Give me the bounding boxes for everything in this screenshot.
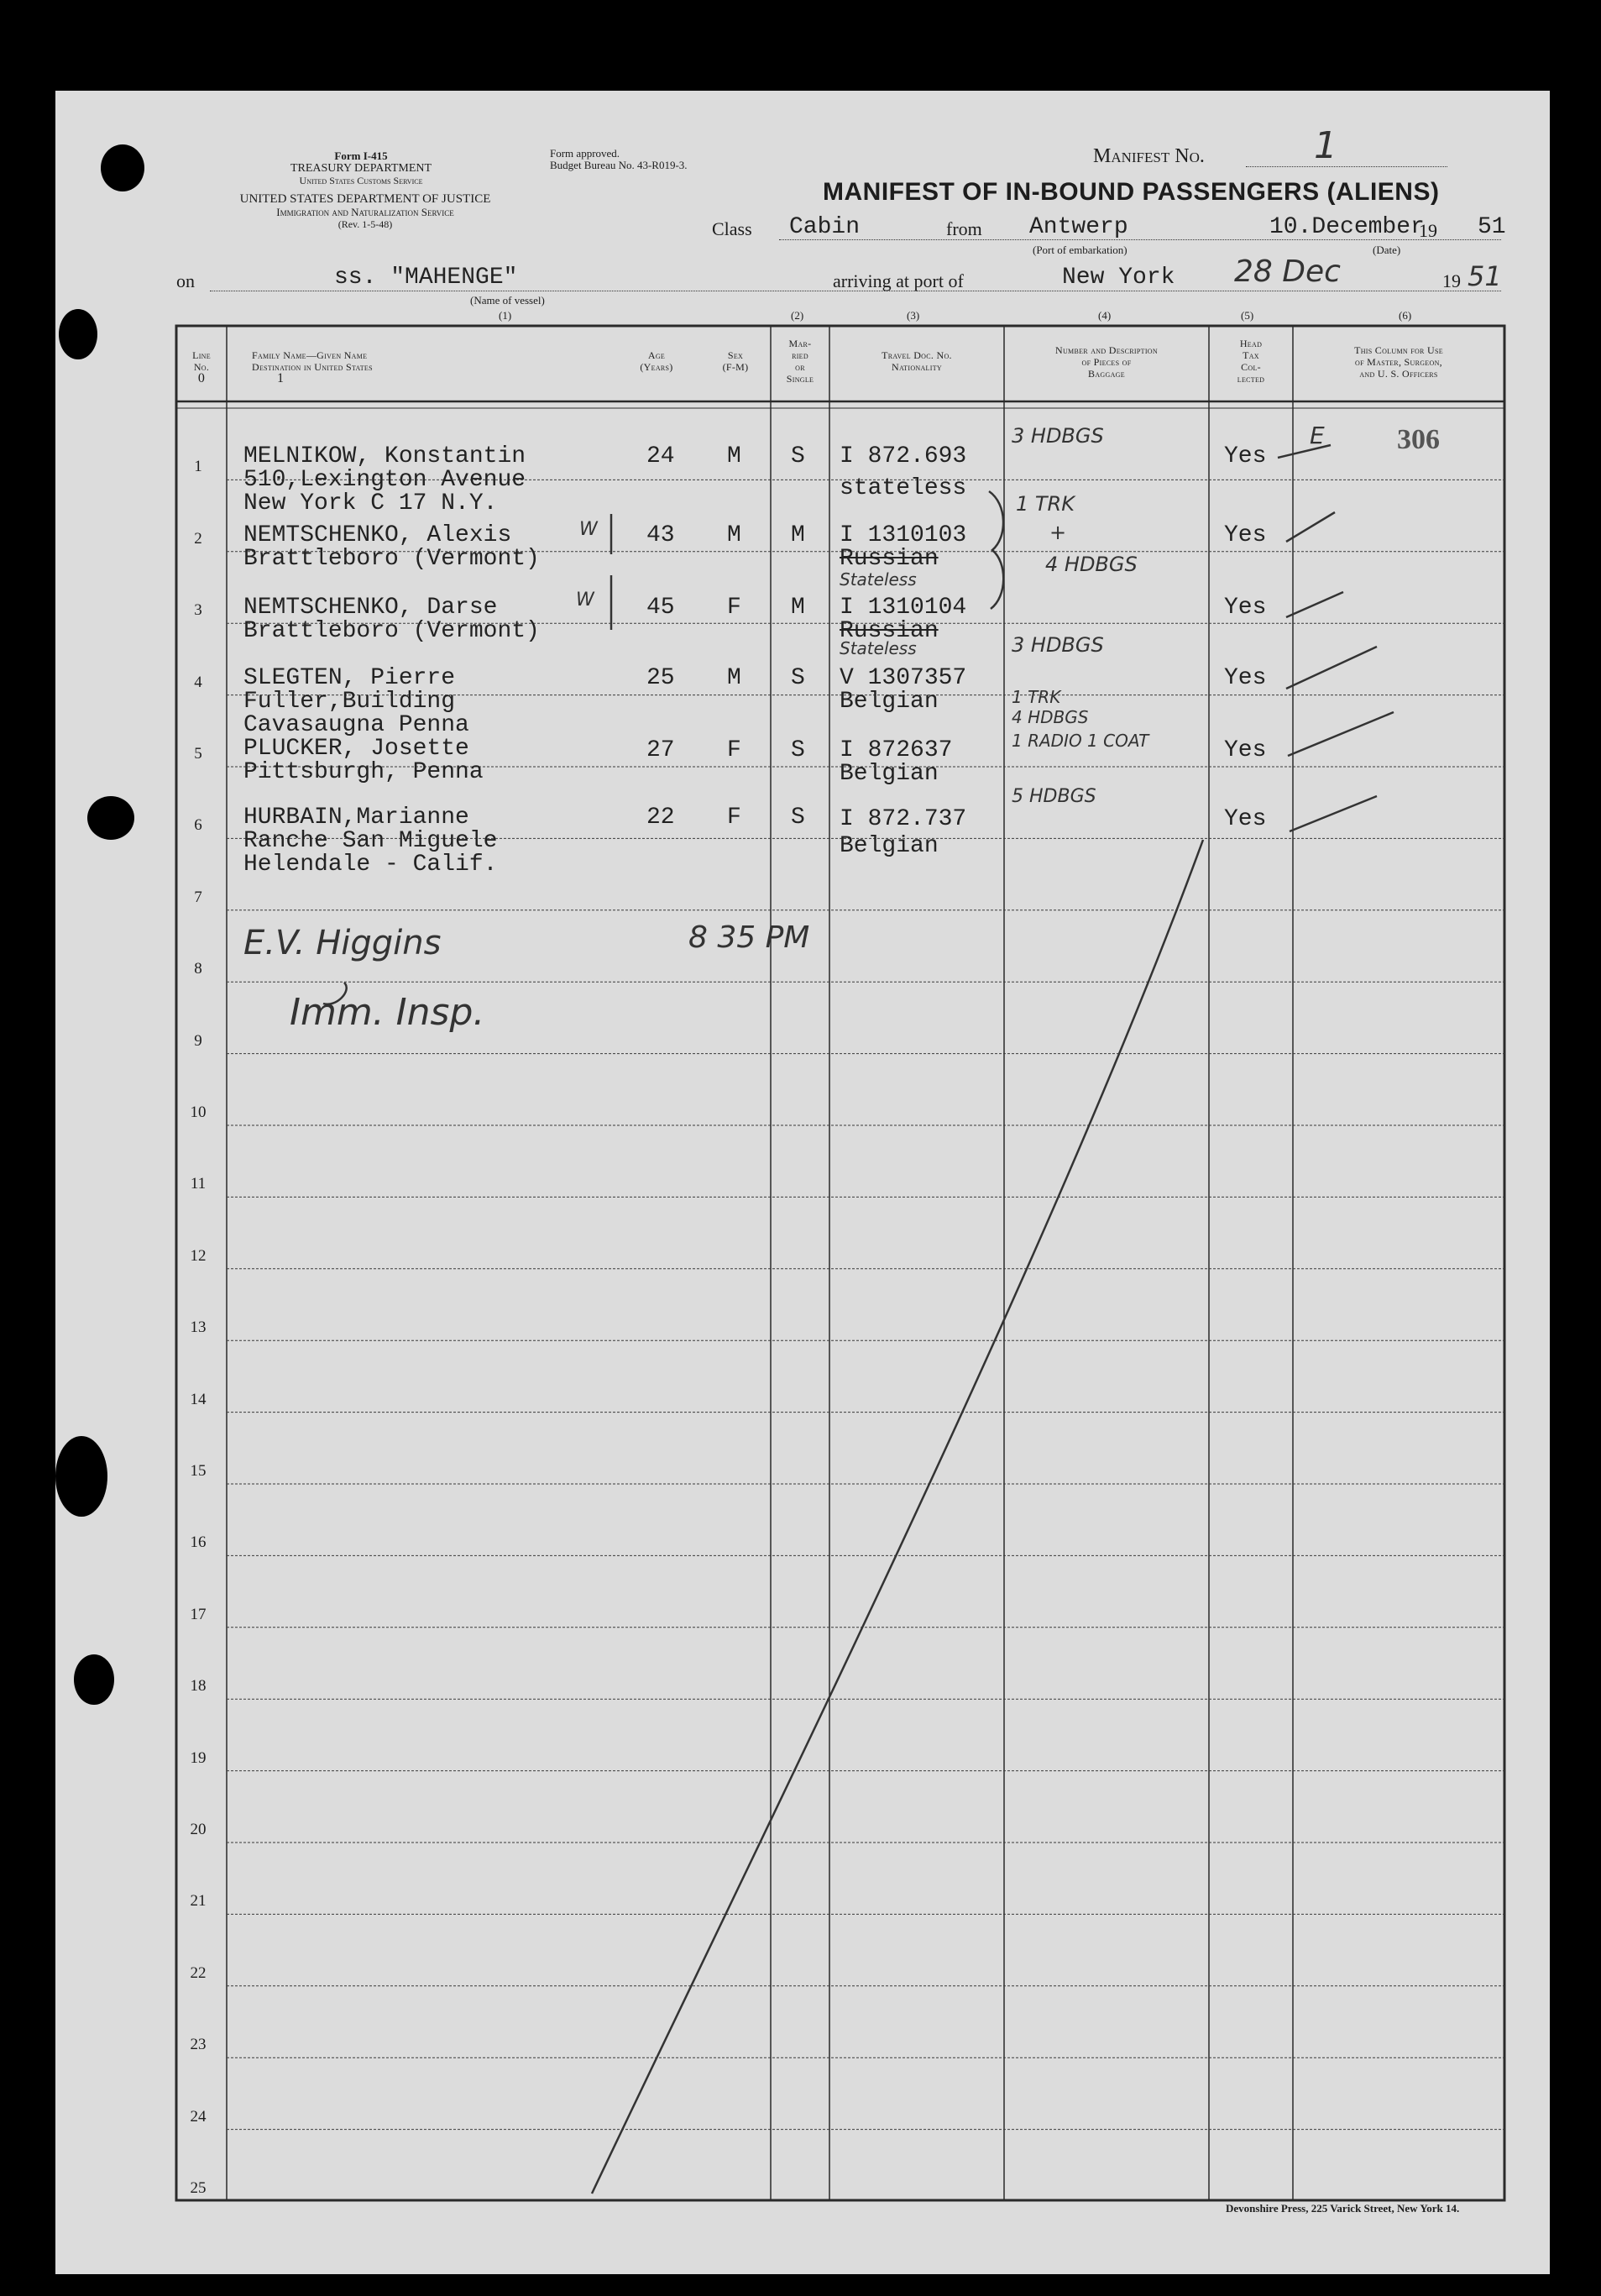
- passenger-destination: Helendale - Calif.: [243, 852, 498, 878]
- margin-note: W: [576, 590, 594, 611]
- passenger-tax: Yes: [1224, 806, 1267, 832]
- passenger-baggage: 1 TRK: [1016, 492, 1075, 516]
- line-number: 16: [190, 1533, 207, 1551]
- passenger-sex: M: [727, 665, 741, 691]
- line-number: 1: [194, 458, 202, 475]
- form-approved: Form approved.: [550, 147, 620, 160]
- line-number: 12: [190, 1247, 207, 1265]
- line-number: 5: [194, 745, 202, 763]
- passenger-baggage: 1 RADIO 1 COAT: [1012, 731, 1149, 751]
- passenger-doc: I 1310104: [840, 595, 967, 621]
- passenger-baggage: 4 HDBGS: [1012, 707, 1089, 727]
- passenger-age: 24: [646, 443, 675, 469]
- passenger-nationality: Russian: [840, 618, 939, 644]
- passenger-tax: Yes: [1224, 443, 1267, 469]
- year-suffix: 51: [1478, 214, 1506, 240]
- passenger-destination: Pittsburgh, Penna: [243, 759, 484, 785]
- passenger-married: S: [791, 443, 805, 469]
- passenger-sex: M: [727, 443, 741, 469]
- treasury-dept: TREASURY DEPARTMENT: [290, 162, 432, 175]
- line-number: 15: [190, 1462, 207, 1480]
- line-number: 8: [194, 960, 202, 978]
- passenger-doc: I 872.693: [840, 443, 967, 469]
- passenger-destination: Brattleboro (Vermont): [243, 618, 540, 644]
- passenger-sex: F: [727, 737, 741, 763]
- passenger-baggage: +: [1049, 521, 1067, 544]
- line-number: 21: [190, 1892, 207, 1910]
- passenger-name: MELNIKOW, Konstantin: [243, 443, 526, 469]
- line-number: 13: [190, 1318, 207, 1336]
- line-number: 3: [194, 601, 202, 619]
- budget-bureau: Budget Bureau No. 43-R019-3.: [550, 159, 688, 171]
- line-number: 25: [190, 2179, 207, 2197]
- passenger-tax: Yes: [1224, 522, 1267, 548]
- revision-date: (Rev. 1-5-48): [337, 218, 393, 230]
- on-label: on: [176, 270, 195, 291]
- line-number: 9: [194, 1032, 202, 1050]
- passenger-destination: Ranche San Miguele: [243, 828, 498, 854]
- passenger-baggage: 4 HDBGS: [1045, 553, 1138, 576]
- port-caption: (Port of embarkation): [1033, 244, 1128, 256]
- line-number: 4: [194, 674, 202, 691]
- justice-dept: UNITED STATES DEPARTMENT OF JUSTICE: [239, 192, 491, 206]
- passenger-married: M: [791, 522, 805, 548]
- officer-stamp-prefix: E: [1310, 422, 1325, 449]
- header-name: Family Name—Given Name Destination in United States 1: [252, 349, 373, 385]
- class-value: Cabin: [789, 214, 861, 240]
- passenger-doc: I 1310103: [840, 522, 967, 548]
- manifest-number: 1: [1314, 124, 1337, 167]
- passenger-name: NEMTSCHENKO, Darse: [243, 595, 498, 621]
- passenger-tax: Yes: [1224, 595, 1267, 621]
- passenger-nationality: stateless: [840, 475, 967, 501]
- col-number: (5): [1241, 309, 1254, 322]
- line-number: 19: [190, 1749, 207, 1767]
- passenger-nationality: Belgian: [840, 689, 939, 715]
- passenger-name: NEMTSCHENKO, Alexis: [243, 522, 512, 548]
- passenger-baggage: 3 HDBGS: [1012, 633, 1104, 657]
- arrival-year-prefix: 19: [1442, 270, 1461, 291]
- col-number: (3): [907, 309, 920, 322]
- passenger-married: S: [791, 737, 805, 763]
- vessel-name: ss. "MAHENGE": [334, 265, 518, 291]
- header-age: Age (Years): [640, 349, 673, 373]
- manifest-label: Manifest No.: [1093, 145, 1205, 167]
- arrival-port: New York: [1062, 265, 1175, 291]
- passenger-age: 25: [646, 665, 675, 691]
- line-number: 10: [190, 1103, 207, 1121]
- passenger-doc: I 872.737: [840, 806, 967, 832]
- passenger-tax: Yes: [1224, 665, 1267, 691]
- date-caption: (Date): [1373, 244, 1401, 256]
- departure-date: 10.December: [1269, 214, 1425, 240]
- passenger-baggage: 5 HDBGS: [1012, 786, 1096, 807]
- line-number: 17: [190, 1606, 207, 1623]
- year-prefix: 19: [1419, 220, 1437, 241]
- line-number: 22: [190, 1964, 207, 1982]
- passenger-destination: Fuller,Building: [243, 689, 456, 715]
- passenger-sex: F: [727, 805, 741, 831]
- customs-service: United States Customs Service: [299, 175, 423, 186]
- line-number: 24: [190, 2108, 207, 2126]
- col-number: (6): [1399, 309, 1412, 322]
- line-number: 2: [194, 530, 202, 548]
- header-married: Mar- ried or Single: [786, 338, 814, 385]
- nationality-correction: Stateless: [840, 569, 917, 590]
- header-travel-doc: Travel Doc. No. Nationality: [882, 349, 952, 373]
- passenger-doc: V 1307357: [840, 665, 967, 691]
- line-number: 14: [190, 1391, 207, 1408]
- inspector-title: Imm. Insp.: [290, 991, 485, 1034]
- inspection-time: 8 35 PM: [688, 920, 810, 955]
- manifest-title: MANIFEST OF IN-BOUND PASSENGERS (ALIENS): [823, 178, 1440, 206]
- line-number: 7: [194, 889, 202, 906]
- vessel-caption: (Name of vessel): [470, 294, 545, 307]
- passenger-age: 22: [646, 805, 675, 831]
- header-baggage: Number and Description of Pieces of Baggage: [1055, 344, 1158, 380]
- line-number: 6: [194, 816, 202, 834]
- col-number: (1): [499, 309, 512, 322]
- arriving-label: arriving at port of: [833, 270, 964, 291]
- passenger-baggage: 1 TRK: [1012, 687, 1061, 707]
- col-number: (2): [791, 309, 804, 322]
- passenger-baggage: 3 HDBGS: [1012, 424, 1104, 448]
- passenger-nationality: Belgian: [840, 761, 939, 787]
- nationality-correction: Stateless: [840, 638, 917, 658]
- header-line-no: Line No. 0: [192, 349, 211, 385]
- passenger-age: 43: [646, 522, 675, 548]
- passenger-married: S: [791, 805, 805, 831]
- passenger-destination: 510,Lexington Avenue: [243, 467, 526, 493]
- passenger-doc: I 872637: [840, 737, 953, 763]
- header-sex: Sex (F-M): [722, 349, 749, 373]
- form-number: Form I-415: [334, 149, 388, 162]
- line-number: 18: [190, 1677, 207, 1695]
- line-number: 23: [190, 2036, 207, 2053]
- class-label: Class: [712, 218, 752, 239]
- passenger-destination: New York C 17 N.Y.: [243, 490, 498, 516]
- line-number: 20: [190, 1821, 207, 1838]
- passenger-married: S: [791, 665, 805, 691]
- header-officers: This Column for Use of Master, Surgeon, and U. S. Officers: [1354, 344, 1443, 380]
- passenger-tax: Yes: [1224, 737, 1267, 763]
- port-of-embarkation: Antwerp: [1029, 214, 1128, 240]
- arrival-year-suffix: 51: [1468, 260, 1502, 292]
- passenger-name: PLUCKER, Josette: [243, 736, 469, 762]
- col-number: (4): [1098, 309, 1112, 322]
- arrival-date-handwritten: 28 Dec: [1234, 254, 1341, 289]
- passenger-nationality: Russian: [840, 546, 939, 572]
- margin-note: W: [579, 519, 598, 540]
- officer-stamp-number: 306: [1397, 424, 1440, 455]
- printer-credit: Devonshire Press, 225 Varick Street, New York 14.: [1226, 2202, 1460, 2215]
- header-head-tax: Head Tax Col- lected: [1237, 338, 1265, 385]
- inspector-signature: E.V. Higgins: [243, 924, 442, 962]
- passenger-sex: F: [727, 595, 741, 621]
- passenger-nationality: Belgian: [840, 833, 939, 859]
- passenger-name: HURBAIN,Marianne: [243, 805, 469, 831]
- passenger-name: SLEGTEN, Pierre: [243, 665, 456, 691]
- passenger-destination: Cavasaugna Penna: [243, 712, 469, 738]
- passenger-destination: Brattleboro (Vermont): [243, 546, 540, 572]
- passenger-sex: M: [727, 522, 741, 548]
- from-label: from: [946, 218, 982, 239]
- passenger-age: 45: [646, 595, 675, 621]
- ins-service: Immigration and Naturalization Service: [276, 206, 454, 218]
- passenger-age: 27: [646, 737, 675, 763]
- passenger-married: M: [791, 595, 805, 621]
- line-number: 11: [190, 1175, 207, 1193]
